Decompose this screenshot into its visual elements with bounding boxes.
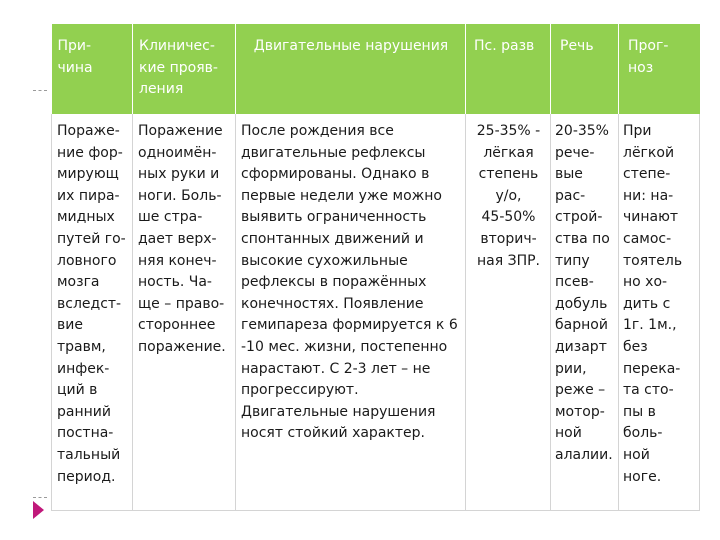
table-row [52, 114, 700, 510]
cerebral-palsy-form-table [51, 24, 700, 511]
cell-prognosis: При лёгкой степе- ни: на- чинают самос- тоятель но хо- дить с 1г. 1м., без перека- та сто- пы в боль- ной ноге. [619, 114, 700, 510]
header-prognosis: Прог- ноз [619, 24, 700, 114]
cell-cause: Пораже- ние фор- мирующ их пира- мидных путей го- ловного мозга вследст- вие травм, инфек- ций в ранний постна- тальный период. [52, 114, 133, 510]
cell-psych-development: 25-35% - лёгкая степень у/о, 45-50% вторич- ная ЗПР. [466, 114, 551, 510]
header-motor-disorders: Двигательные нарушения [236, 24, 466, 114]
header-clinical-signs: Клиничес- кие прояв- ления [133, 24, 236, 114]
decorative-dash-bottom [33, 497, 47, 498]
decorative-dash-top [33, 90, 47, 91]
header-cause: При- чина [52, 24, 133, 114]
play-triangle-icon [33, 501, 44, 519]
header-row [52, 24, 700, 114]
header-speech: Речь [551, 24, 619, 114]
header-psych-development: Пс. разв [466, 24, 551, 114]
cell-motor-disorders: После рождения все двигательные рефлексы сформированы. Однако в первые недели уже можно выявить ограниченность спонтанных движений и высокие сухожильные рефлексы в поражённых конечностях. Появление гемипареза формируется к 6 -10 мес. жизни, постепенно нарастают. С 2-3 лет – не прогрессируют. Двигательные нарушения носят стойкий характер. [236, 114, 466, 510]
cell-speech: 20-35% рече- вые рас- строй- ства по типу псев- добуль барной дизарт рии, реже – мотор- ной алалии. [551, 114, 619, 510]
cell-clinical-signs: Поражение одноимён- ных руки и ноги. Боль- ше стра- дает верх- няя конеч- ность. Ча- ще – право- стороннее поражение. [133, 114, 236, 510]
